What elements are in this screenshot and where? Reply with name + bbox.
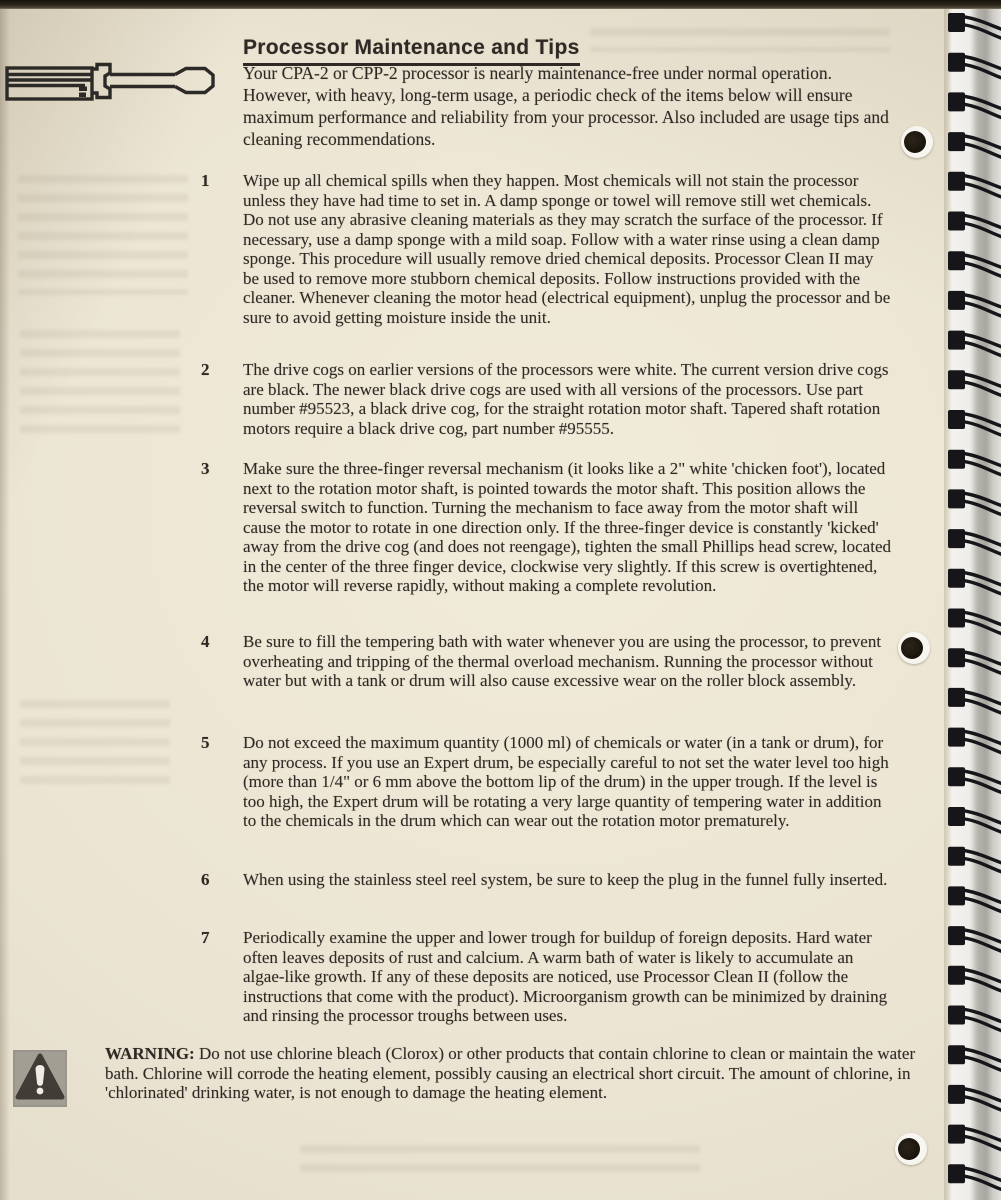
bleed-through-smudge — [18, 175, 188, 295]
spiral-binding — [940, 0, 1001, 1200]
maintenance-item-6 — [201, 870, 893, 890]
item-text: Be sure to fill the tempering bath with water whenever you are using the processor, to prevent overheating and tripping of the thermal overload mechanism. Running the processor without water but with a tank or drum will also cause excessive wear on the roller block assembly. — [243, 632, 882, 690]
item-number: 5 — [201, 733, 210, 752]
page-left-shadow — [0, 0, 10, 1200]
bleed-through-smudge — [300, 1145, 700, 1177]
item-text: When using the stainless steel reel system, be sure to keep the plug in the funnel fully inserted. — [243, 870, 888, 889]
item-number: 6 — [201, 870, 210, 889]
item-text: Periodically examine the upper and lower trough for buildup of foreign deposits. Hard water often leaves deposits of rust and calcium. A warm bath of water is likely to accumulate an algae-like growth. If any of these deposits are noticed, use Processor Clean II (follow the instructions that come with the product). Microorganism growth can be minimized by draining and rinsing the processor troughs between uses. — [243, 928, 888, 1025]
bleed-through-smudge — [590, 28, 890, 52]
bleed-through-smudge — [20, 700, 170, 790]
item-number: 7 — [201, 928, 210, 947]
binder-hole-opening — [904, 131, 926, 153]
item-number: 4 — [201, 632, 210, 651]
item-number: 1 — [201, 171, 210, 190]
maintenance-item-3 — [201, 459, 893, 596]
item-number: 3 — [201, 459, 210, 478]
item-text: Wipe up all chemical spills when they happen. Most chemicals will not stain the processor unless they have had time to set in. A damp sponge or towel will remove still wet chemicals. Do not use any abrasive cleaning materials as they may scratch the surface of the processor. If necessary, use a damp sponge with a mild soap. Follow with a water rinse using a clean damp sponge. This procedure will usually remove dried chemical deposits. Processor Clean II may be used to remove more stubborn chemical deposits. Follow instructions provided with the cleaner. Whenever cleaning the motor head (electrical equipment), unplug the processor and be sure to avoid getting moisture inside the unit. — [243, 171, 891, 327]
maintenance-item-2 — [201, 360, 893, 438]
binder-hole — [901, 126, 933, 158]
scan-dark-edge — [0, 0, 1001, 9]
warning-triangle-icon — [13, 1050, 67, 1107]
binder-hole — [895, 1133, 927, 1165]
maintenance-item-7 — [201, 928, 893, 1026]
item-text: Do not exceed the maximum quantity (1000 ml) of chemicals or water (in a tank or drum), for any process. If you use an Expert drum, be especially careful to not set the water level too high (more than 1/4" or 6 mm above the bottom lip of the drum) in the upper trough. If the level is too high, the Expert drum will be rotating a very large quantity of tempering water in addition to the chemicals in the drum which can wear out the rotation motor prematurely. — [243, 733, 889, 830]
item-number: 2 — [201, 360, 210, 379]
page-title: Processor Maintenance and Tips — [243, 36, 580, 66]
screwdriver-icon — [4, 60, 218, 122]
maintenance-item-5 — [201, 733, 893, 831]
maintenance-item-4 — [201, 632, 893, 691]
warning-section — [105, 1044, 917, 1103]
warning-label: WARNING: — [105, 1044, 195, 1063]
binder-hole-opening — [901, 637, 923, 659]
intro-paragraph: Your CPA-2 or CPP-2 processor is nearly maintenance-free under normal operation. However, with heavy, long-term usage, a periodic check of the items below will ensure maximum performance and reliability from your processor. Also included are usage tips and cleaning recommendations. — [243, 63, 889, 149]
maintenance-item-1 — [201, 171, 893, 327]
binder-hole — [898, 632, 930, 664]
item-text: The drive cogs on earlier versions of the processors were white. The current version drive cogs are black. The newer black drive cogs are used with all versions of the processors. Use part number #95523, a black drive cog, for the straight rotation motor shaft. Tapered shaft rotation motors require a black drive cog, part number #95555. — [243, 360, 889, 438]
item-text: Make sure the three-finger reversal mechanism (it looks like a 2" white 'chicken foot'), located next to the rotation motor shaft, is pointed towards the motor shaft. This position allows the reversal switch to function. Turning the mechanism to face away from the motor shaft will cause the motor to rotate in one direction only. If the three-finger device is constantly 'kicked' away from the drive cog (and does not reengage), tighten the small Phillips head screw, located in the center of the three finger device, clockwise very slightly. If this screw is overtightened, the motor will reverse rapidly, without making a complete revolution. — [243, 459, 891, 595]
bleed-through-smudge — [20, 330, 180, 440]
warning-text: WARNING: Do not use chlorine bleach (Clorox) or other products that contain chlorine to clean or maintain the water bath. Chlorine will corrode the heating element, possibly causing an electrical short circuit. The amount of chlorine, in 'chlorinated' drinking water, is not enough to damage the heating element. — [105, 1044, 916, 1102]
binder-hole-opening — [898, 1138, 920, 1160]
